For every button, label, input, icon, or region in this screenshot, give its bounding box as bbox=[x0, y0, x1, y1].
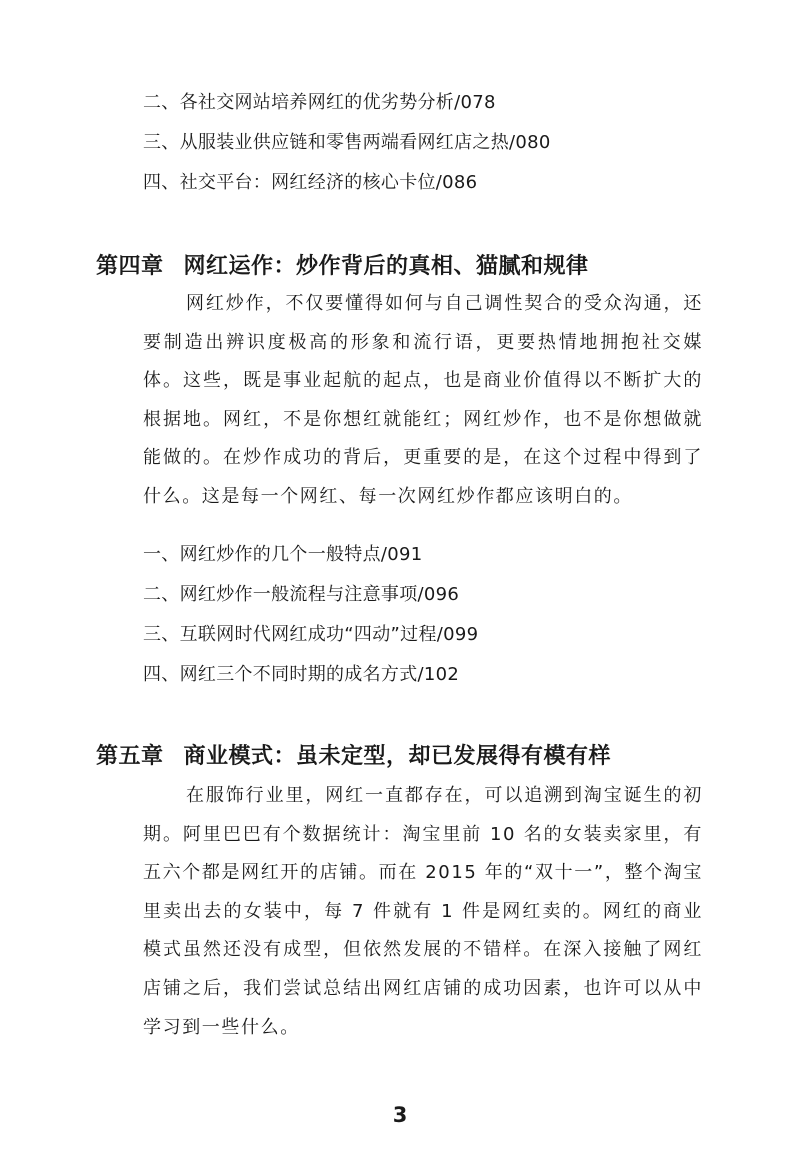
chapter-5-heading bbox=[96, 742, 611, 772]
page-number: 3 bbox=[392, 1103, 408, 1127]
toc-item: 三、互联网时代网红成功“四动”过程/099 bbox=[143, 624, 479, 645]
chapter-5-title: 商业模式：虽未定型，却已发展得有模有样 bbox=[183, 744, 612, 769]
toc-item: 一、网红炒作的几个一般特点/091 bbox=[143, 544, 423, 565]
chapter-4-intro: 网红炒作，不仅要懂得如何与自己调性契合的受众沟通，还要制造出辨识度极高的形象和流行语，更要热情地拥抱社交媒体。这些，既是事业起航的起点，也是商业价值得以不断扩大的根据地。网红，不是你想红就能红；网红炒作，也不是你想做就能做的。在炒作成功的背后，更重要的是，在这个过程中得到了什么。这是每一个网红、每一次网红炒作都应该明白的。 bbox=[143, 293, 703, 507]
toc-item: 四、社交平台：网红经济的核心卡位/086 bbox=[143, 172, 478, 193]
toc-list-previous-chapter bbox=[143, 83, 551, 203]
chapter-4-heading bbox=[96, 252, 589, 282]
toc-item: 二、网红炒作一般流程与注意事项/096 bbox=[143, 584, 460, 605]
toc-item: 二、各社交网站培养网红的优劣势分析/078 bbox=[143, 92, 496, 113]
chapter-5-intro: 在服饰行业里，网红一直都存在，可以追溯到淘宝诞生的初期。阿里巴巴有个数据统计：淘宝里前 10 名的女装卖家里，有五六个都是网红开的店铺。而在 2015 年的“双十一”，整个淘宝里卖出去的女装中，每 7 件就有 1 件是网红卖的。网红的商业模式虽然还没有成型，但依然发展的不错样。在深入接触了网红店铺之后，我们尝试总结出网红店铺的成功因素，也许可以从中学习到一些什么。 bbox=[143, 785, 703, 1038]
chapter-4-number: 第四章 bbox=[96, 254, 164, 279]
toc-list-chapter-4 bbox=[143, 535, 478, 695]
chapter-4-title: 网红运作：炒作背后的真相、猫腻和规律 bbox=[183, 254, 589, 279]
toc-item: 四、网红三个不同时期的成名方式/102 bbox=[143, 664, 460, 685]
chapter-5-number: 第五章 bbox=[96, 744, 164, 769]
toc-item: 三、从服装业供应链和零售两端看网红店之热/080 bbox=[143, 132, 551, 153]
